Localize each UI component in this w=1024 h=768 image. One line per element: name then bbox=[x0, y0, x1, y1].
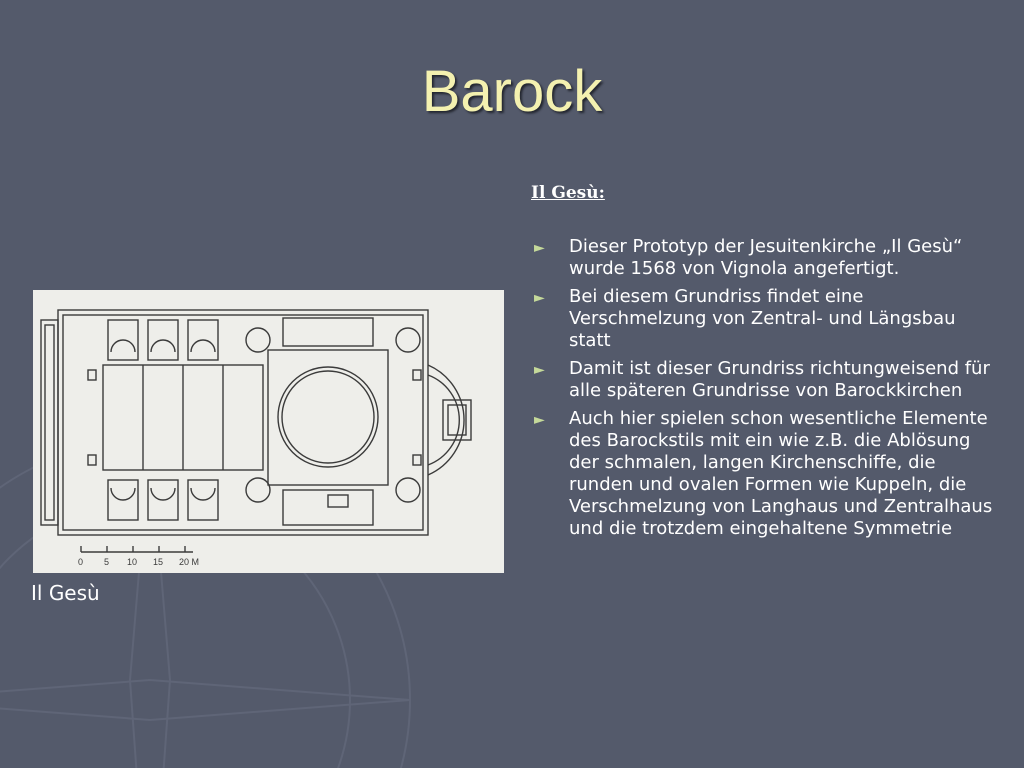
scale-label: 5 bbox=[104, 557, 110, 567]
bullet-list bbox=[531, 236, 1001, 540]
bullet-text: Dieser Prototyp der Jesuitenkirche „Il Gesù“ wurde 1568 von Vignola angefertigt. bbox=[569, 236, 963, 279]
bullet-text: Damit ist dieser Grundriss richtungweisend für alle späteren Grundrisse von Barockkirchen bbox=[569, 358, 990, 401]
bullet-text: Auch hier spielen schon wesentliche Elemente des Barockstils mit ein wie z.B. die Ablösung der schmalen, langen Kirchenschiffe, die runden und ovalen Formen wie Kuppeln, die Verschmelzung von Langhaus und Zentralhaus und die trotzdem eingehaltene Symmetrie bbox=[569, 408, 993, 539]
bullet-text: Bei diesem Grundriss findet eine Verschmelzung von Zentral- und Längsbau statt bbox=[569, 286, 956, 351]
bullet-arrow-icon: ► bbox=[534, 240, 545, 256]
image-caption: Il Gesù bbox=[31, 581, 100, 605]
bullet-arrow-icon: ► bbox=[534, 412, 545, 428]
text-column bbox=[531, 182, 1001, 546]
bullet-item bbox=[531, 236, 1001, 280]
scale-label: 10 bbox=[127, 557, 138, 567]
scale-label: 15 bbox=[153, 557, 164, 567]
bullet-arrow-icon: ► bbox=[534, 362, 545, 378]
bullet-arrow-icon: ► bbox=[534, 290, 545, 306]
bullet-item bbox=[531, 358, 1001, 402]
slide-title: Barock bbox=[421, 59, 603, 124]
floor-plan-image bbox=[33, 290, 504, 573]
section-heading: Il Gesù: bbox=[531, 183, 605, 203]
scale-label: 0 bbox=[78, 557, 84, 567]
bullet-item bbox=[531, 408, 1001, 540]
bullet-item bbox=[531, 286, 1001, 352]
scale-label: 20 M bbox=[179, 557, 200, 567]
